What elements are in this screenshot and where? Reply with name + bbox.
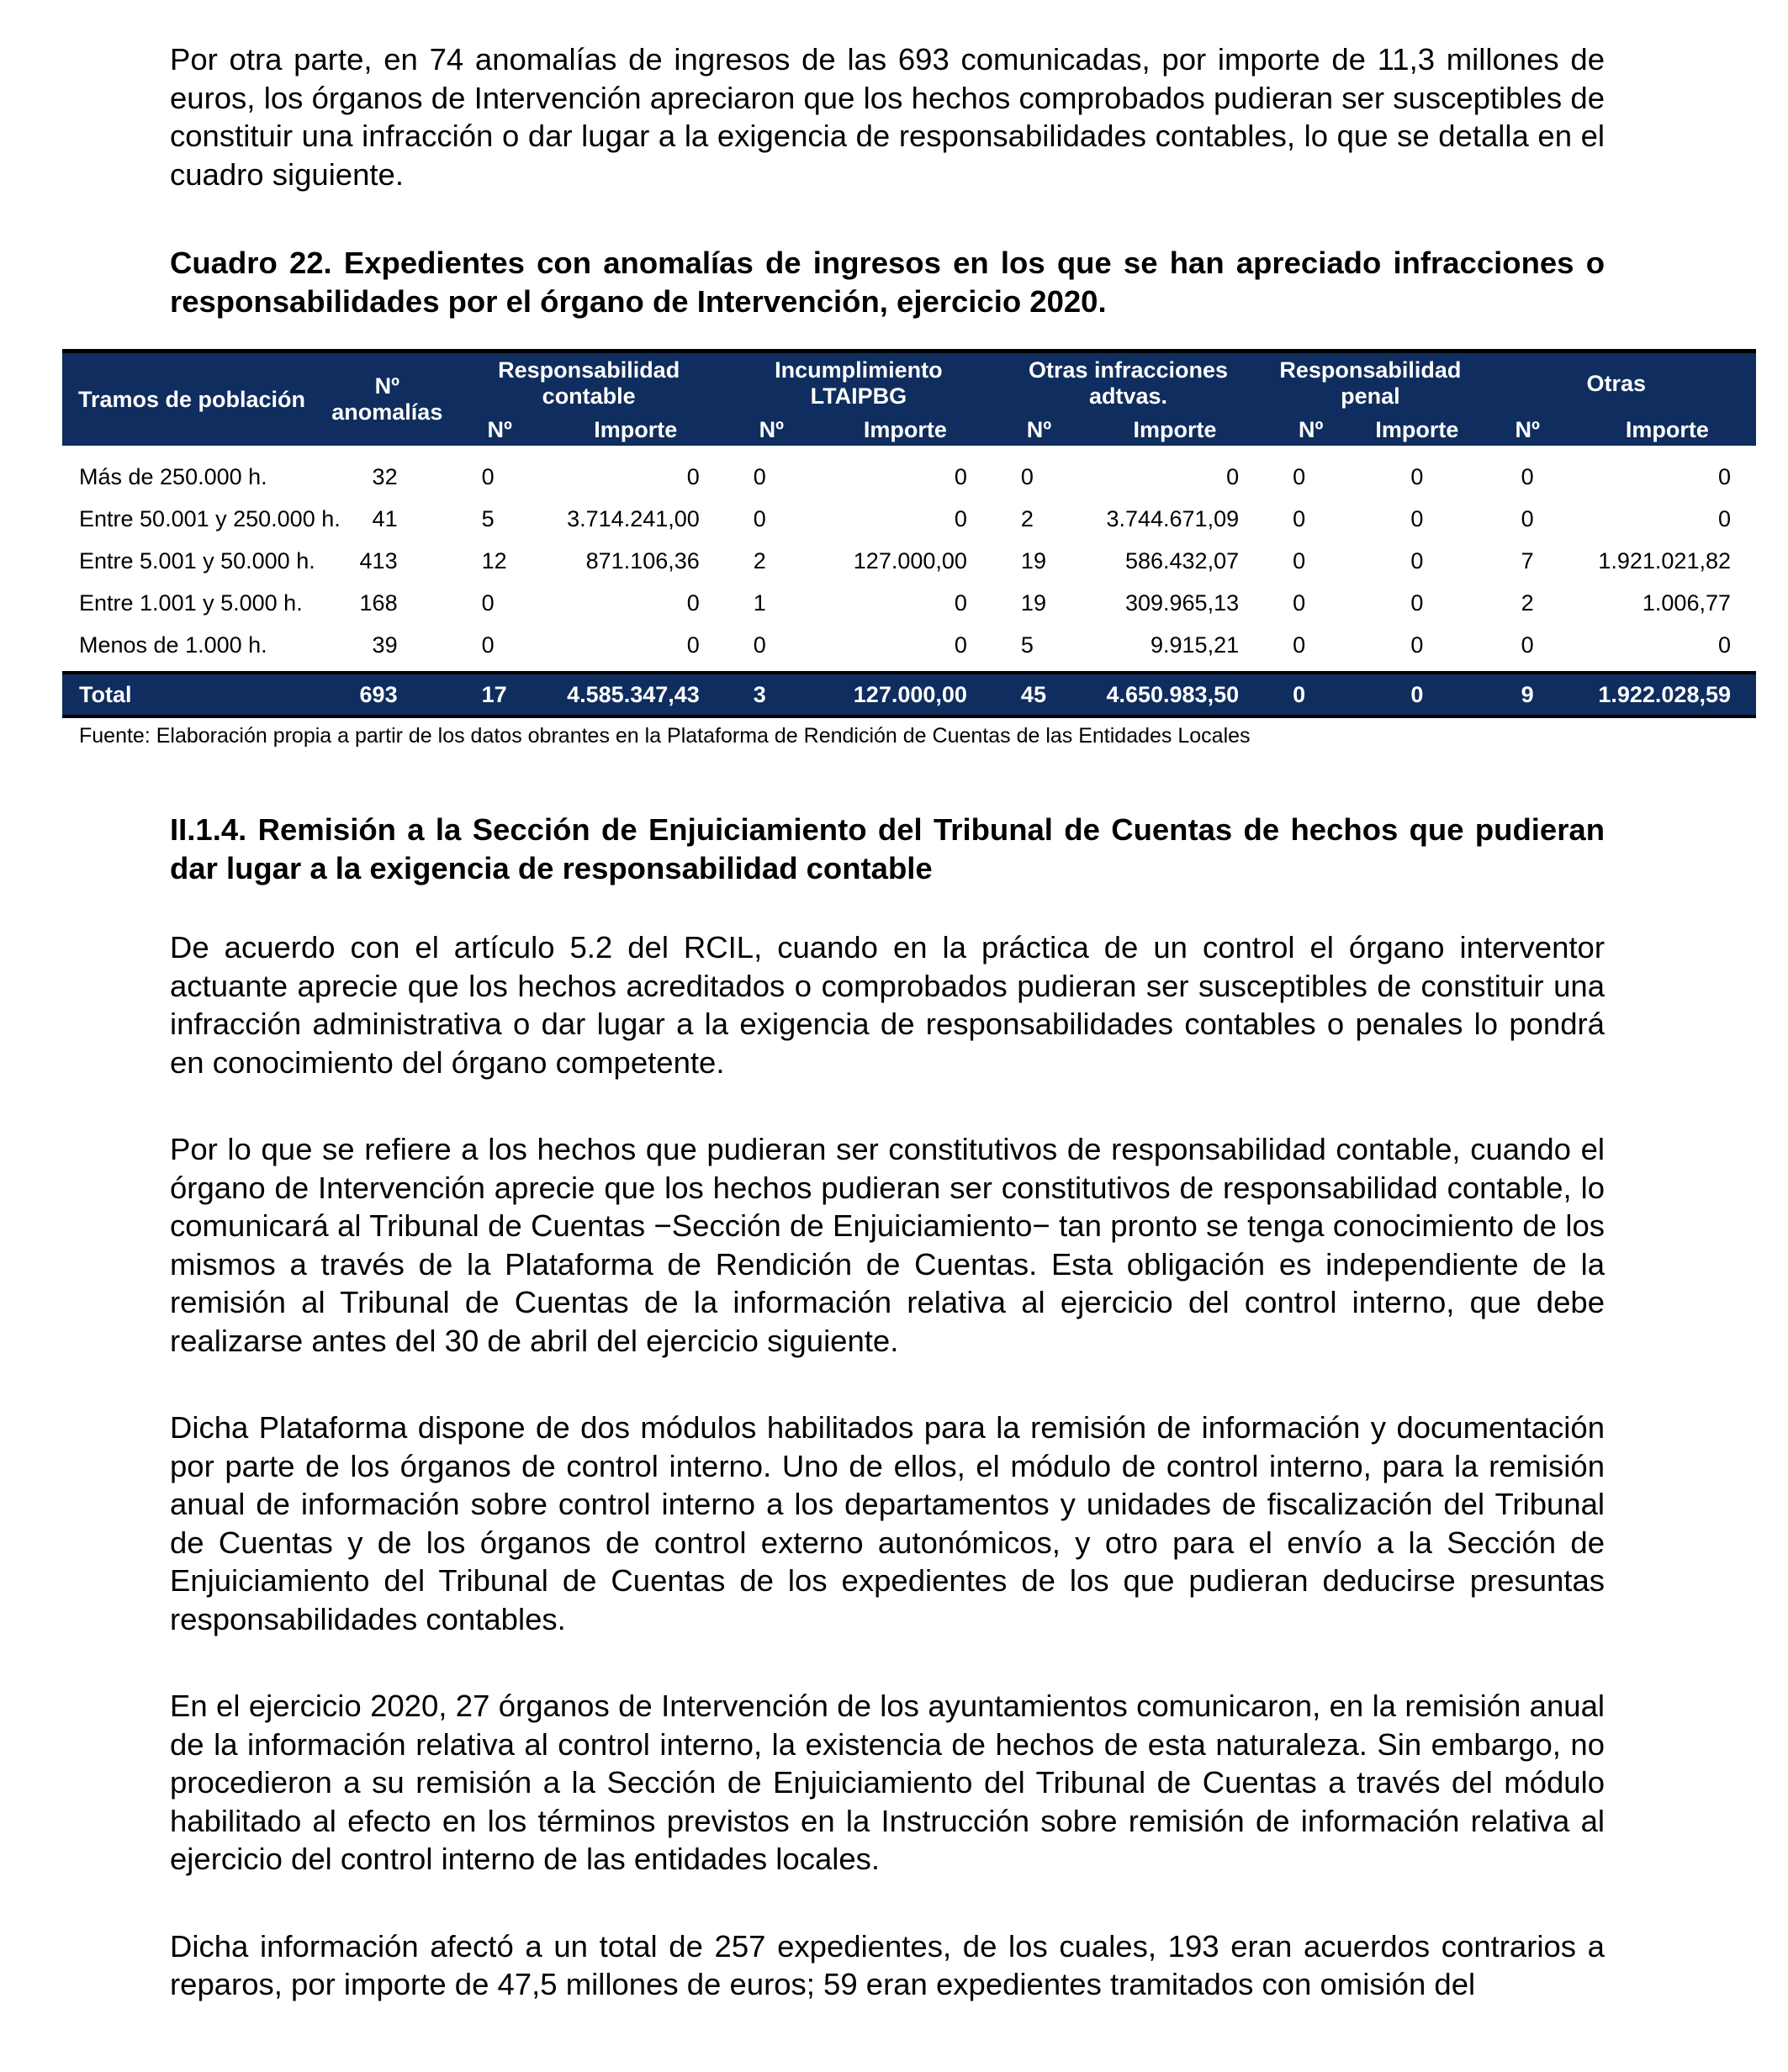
header-tramos: Tramos de población [62, 352, 321, 447]
cell-rc-n: 0 [481, 590, 495, 616]
cell-lt-importe: 0 [954, 590, 967, 616]
total-lt-n: 3 [725, 673, 818, 716]
cell-oi-n: 19 [1020, 548, 1046, 574]
cell-ot-n: 0 [1521, 464, 1534, 489]
intro-paragraph: Por otra parte, en 74 anomalías de ingresos de las 693 comunicadas, por importe de 11,3 millones de euros, los órganos de Intervención apreciaron que los hechos comprobados pudieran ser susceptibles de constituir una infracción o dar lugar a la exigencia de responsabilidades contables, lo que se detalla en el cuadro siguiente. [170, 42, 1605, 192]
cell-anomalias: 32 [372, 464, 398, 489]
cell-anomalias: 39 [372, 632, 398, 658]
cell-rp-n: 0 [1293, 506, 1306, 531]
cell-lt-n: 0 [753, 506, 766, 531]
cell-ot-importe: 1.921.021,82 [1598, 548, 1731, 574]
lower-text-block [170, 811, 1605, 2004]
table-caption: Cuadro 22. Expedientes con anomalías de ingresos en los que se han apreciado infracciones o responsabilidades por el órgano de Intervención, ejercicio 2020. [170, 246, 1605, 319]
cell-ot-n: 0 [1521, 632, 1534, 658]
cell-tramo: Entre 5.001 y 50.000 h. [79, 548, 315, 574]
cell-rp-importe: 0 [1410, 590, 1424, 616]
cell-lt-importe: 127.000,00 [853, 548, 967, 574]
total-anomalias: 693 [321, 673, 453, 716]
cell-rc-n: 0 [481, 464, 495, 489]
cell-oi-importe: 9.915,21 [1151, 632, 1240, 658]
cell-anomalias: 168 [359, 590, 398, 616]
total-rc-importe: 4.585.347,43 [547, 673, 725, 716]
header-group-incumplimiento: Incumplimiento LTAIPBG [725, 352, 992, 415]
header-n: Nº [725, 414, 818, 446]
cell-tramo: Entre 1.001 y 5.000 h. [79, 590, 303, 616]
cell-ot-n: 0 [1521, 506, 1534, 531]
cell-rp-importe: 0 [1410, 548, 1424, 574]
cell-lt-n: 0 [753, 464, 766, 489]
cell-tramo: Menos de 1.000 h. [79, 632, 267, 658]
cell-rc-importe: 0 [686, 464, 700, 489]
cell-rp-n: 0 [1293, 632, 1306, 658]
header-group-otras-infracciones: Otras infracciones adtvas. [992, 352, 1264, 415]
table-row [62, 498, 1756, 540]
anomalies-table [62, 349, 1756, 718]
cell-oi-importe: 586.432,07 [1124, 548, 1240, 574]
cell-rp-importe: 0 [1410, 506, 1424, 531]
header-importe: Importe [1086, 414, 1264, 446]
cell-anomalias: 41 [372, 506, 398, 531]
cell-ot-n: 2 [1521, 590, 1534, 616]
cell-rc-importe: 0 [686, 590, 700, 616]
cell-oi-importe: 0 [1226, 464, 1240, 489]
total-lt-importe: 127.000,00 [818, 673, 992, 716]
cell-ot-importe: 0 [1717, 464, 1731, 489]
cell-oi-importe: 309.965,13 [1124, 590, 1240, 616]
cell-rc-importe: 871.106,36 [585, 548, 700, 574]
header-n-anomalias: Nº anomalías [321, 352, 453, 447]
cell-tramo: Más de 250.000 h. [79, 464, 267, 489]
paragraph: De acuerdo con el artículo 5.2 del RCIL, cuando en la práctica de un control el órgano interventor actuante aprecie que los hechos acreditados o comprobados pudieran ser susceptibles de constituir una infracción administrativa o dar lugar a la exigencia de responsabilidades contables o penales lo pondrá en conocimiento del órgano competente. [170, 930, 1605, 1080]
cell-rp-n: 0 [1293, 590, 1306, 616]
total-oi-n: 45 [992, 673, 1086, 716]
paragraph: Dicha Plataforma dispone de dos módulos habilitados para la remisión de información y documentación por parte de los órganos de control interno. Uno de ellos, el módulo de control interno, para la remisión anual de información sobre control interno a los departamentos y unidades de fiscalización del Tribunal de Cuentas y de los órganos de control externo autonómicos, y otro para el envío a la Sección de Enjuiciamiento del Tribunal de Cuentas de los expedientes de los que pudieran deducirse presuntas responsabilidades contables. [170, 1410, 1605, 1636]
cell-lt-n: 2 [753, 548, 766, 574]
cell-ot-importe: 0 [1717, 506, 1731, 531]
cell-ot-importe: 0 [1717, 632, 1731, 658]
header-importe: Importe [818, 414, 992, 446]
cell-rc-n: 5 [481, 506, 495, 531]
cell-rp-importe: 0 [1410, 632, 1424, 658]
table-row [62, 582, 1756, 624]
header-n: Nº [453, 414, 547, 446]
header-importe: Importe [1357, 414, 1476, 446]
cell-lt-importe: 0 [954, 506, 967, 531]
cell-rc-importe: 0 [686, 632, 700, 658]
cell-rc-n: 0 [481, 632, 495, 658]
cell-oi-n: 19 [1020, 590, 1046, 616]
table-row [62, 540, 1756, 582]
cell-rc-n: 12 [481, 548, 507, 574]
table-source-note: Fuente: Elaboración propia a partir de los datos obrantes en la Plataforma de Rendición de Cuentas de las Entidades Locales [79, 724, 1251, 748]
cell-lt-importe: 0 [954, 464, 967, 489]
total-label: Total [62, 673, 321, 716]
cell-tramo: Entre 50.001 y 250.000 h. [79, 506, 341, 531]
cell-rc-importe: 3.714.241,00 [567, 506, 700, 531]
total-rp-importe: 0 [1357, 673, 1476, 716]
paragraph: Dicha información afectó a un total de 257 expedientes, de los cuales, 193 eran acuerdos contrarios a reparos, por importe de 47,5 millones de euros; 59 eran expedientes tramitados con omisión del [170, 1928, 1605, 2001]
cell-oi-n: 2 [1020, 506, 1034, 531]
cell-lt-importe: 0 [954, 632, 967, 658]
total-rp-n: 0 [1264, 673, 1357, 716]
section-heading: II.1.4. Remisión a la Sección de Enjuiciamiento del Tribunal de Cuentas de hechos que pudieran dar lugar a la exigencia de responsabilidad contable [170, 812, 1605, 885]
cell-rp-importe: 0 [1410, 464, 1424, 489]
table-row [62, 446, 1756, 498]
table-row [62, 624, 1756, 673]
header-group-otras: Otras [1477, 352, 1756, 415]
cell-rp-n: 0 [1293, 464, 1306, 489]
upper-text-block [170, 40, 1605, 321]
cell-oi-n: 5 [1020, 632, 1034, 658]
header-n: Nº [992, 414, 1086, 446]
cell-ot-importe: 1.006,77 [1642, 590, 1731, 616]
cell-rp-n: 0 [1293, 548, 1306, 574]
cell-oi-n: 0 [1020, 464, 1034, 489]
header-importe: Importe [547, 414, 725, 446]
header-n: Nº [1477, 414, 1579, 446]
total-oi-importe: 4.650.983,50 [1086, 673, 1264, 716]
table-container [62, 349, 1756, 748]
paragraph: En el ejercicio 2020, 27 órganos de Intervención de los ayuntamientos comunicaron, en la remisión anual de la información relativa al control interno, la existencia de hechos de esta naturaleza. Sin embargo, no procedieron a su remisión a la Sección de Enjuiciamiento del Tribunal de Cuentas a través del módulo habilitado al efecto en los términos previstos en la Instrucción sobre remisión de información relativa al ejercicio del control interno de las entidades locales. [170, 1689, 1605, 1876]
table-total-row [62, 673, 1756, 716]
total-ot-n: 9 [1477, 673, 1579, 716]
header-group-responsabilidad-contable: Responsabilidad contable [453, 352, 725, 415]
total-rc-n: 17 [453, 673, 547, 716]
cell-oi-importe: 3.744.671,09 [1106, 506, 1240, 531]
total-ot-importe: 1.922.028,59 [1579, 673, 1756, 716]
cell-lt-n: 0 [753, 632, 766, 658]
header-importe: Importe [1579, 414, 1756, 446]
cell-lt-n: 1 [753, 590, 766, 616]
cell-ot-n: 7 [1521, 548, 1534, 574]
cell-anomalias: 413 [359, 548, 398, 574]
header-group-responsabilidad-penal: Responsabilidad penal [1264, 352, 1476, 415]
header-n: Nº [1264, 414, 1357, 446]
paragraph: Por lo que se refiere a los hechos que pudieran ser constitutivos de responsabilidad contable, cuando el órgano de Intervención aprecie que los hechos pudieran ser constitutivos de responsabilidad contable, lo comunicará al Tribunal de Cuentas −Sección de Enjuiciamiento− tan pronto se tenga conocimiento de los mismos a través de la Plataforma de Rendición de Cuentas. Esta obligación es independiente de la remisión al Tribunal de Cuentas de la información relativa al ejercicio del control interno, que debe realizarse antes del 30 de abril del ejercicio siguiente. [170, 1132, 1605, 1358]
